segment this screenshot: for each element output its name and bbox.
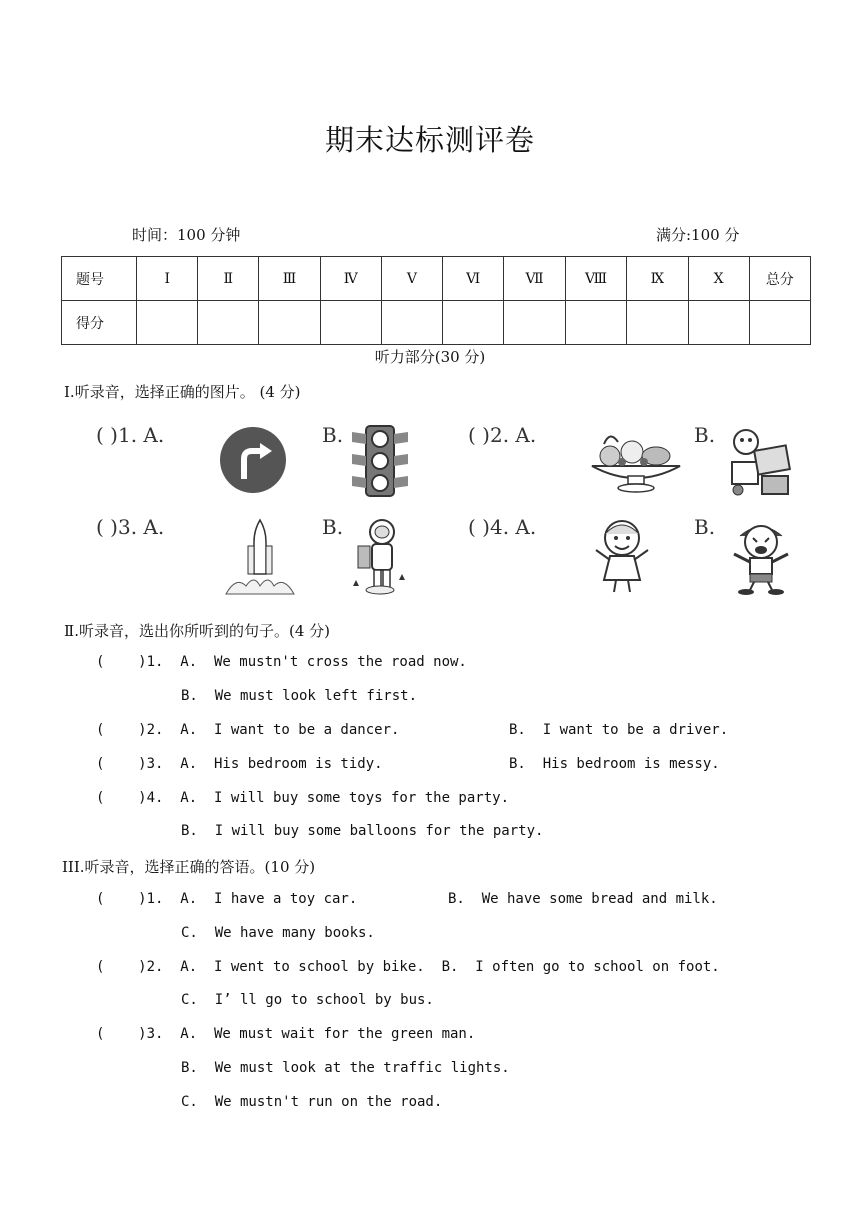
- rocket-launch-icon[interactable]: [222, 516, 298, 596]
- table-col-7: Ⅶ: [504, 257, 565, 301]
- fruit-bowl-icon[interactable]: [588, 426, 684, 494]
- table-row: [62, 257, 811, 301]
- time-limit: 时间：100 分钟: [132, 226, 241, 244]
- table-col-6: Ⅵ: [442, 257, 503, 301]
- page-title: 期末达标测评卷: [324, 123, 535, 157]
- table-row: [62, 301, 811, 345]
- section1-heading: Ⅰ.听录音，选择正确的图片。 (4 分): [64, 383, 301, 401]
- score-cell[interactable]: [259, 301, 320, 345]
- score-cell[interactable]: [198, 301, 259, 345]
- score-cell[interactable]: [627, 301, 688, 345]
- full-score: 满分:100 分: [656, 226, 740, 244]
- table-col-10: Ⅹ: [688, 257, 749, 301]
- q3-option-b: B.: [322, 515, 344, 539]
- score-cell[interactable]: [320, 301, 381, 345]
- score-cell[interactable]: [504, 301, 565, 345]
- s2-q2-option-b: B. I want to be a driver.: [509, 722, 729, 738]
- table-col-1: Ⅰ: [137, 257, 198, 301]
- s2-q1-option-a: ( )1. A. We mustn't cross the road now.: [96, 654, 467, 670]
- score-cell[interactable]: [688, 301, 749, 345]
- score-cell[interactable]: [565, 301, 627, 345]
- q3-number: ( )3. A.: [96, 515, 165, 539]
- table-col-5: Ⅴ: [381, 257, 442, 301]
- table-col-4: Ⅳ: [320, 257, 381, 301]
- s3-q1-option-a: ( )1. A. I have a toy car.: [96, 891, 358, 907]
- s2-q4-option-a: ( )4. A. I will buy some toys for the party.: [96, 790, 510, 806]
- q4-option-b: B.: [694, 515, 716, 539]
- table-col-8: Ⅷ: [565, 257, 627, 301]
- q2-number: ( )2. A.: [468, 423, 537, 447]
- toys-pile-icon[interactable]: [726, 424, 796, 498]
- crying-boy-icon[interactable]: [726, 516, 796, 596]
- s3-q2-options-ab: ( )2. A. I went to school by bike. B. I often go to school on foot.: [96, 959, 720, 975]
- q1-number: ( )1. A.: [96, 423, 165, 447]
- astronaut-icon[interactable]: [350, 516, 410, 596]
- table-col-total: 总分: [749, 257, 810, 301]
- s3-q3-option-b: B. We must look at the traffic lights.: [181, 1060, 510, 1076]
- score-cell[interactable]: [442, 301, 503, 345]
- happy-girl-icon[interactable]: [592, 516, 652, 596]
- listening-part-label: 听力部分(30 分): [374, 348, 486, 366]
- s2-q2-option-a: ( )2. A. I want to be a dancer.: [96, 722, 400, 738]
- q2-option-b: B.: [694, 423, 716, 447]
- table-col-3: Ⅲ: [259, 257, 320, 301]
- score-cell[interactable]: [381, 301, 442, 345]
- score-table: [61, 256, 811, 345]
- s3-q1-option-b: B. We have some bread and milk.: [448, 891, 718, 907]
- q4-number: ( )4. A.: [468, 515, 537, 539]
- s2-q3-option-a: ( )3. A. His bedroom is tidy.: [96, 756, 383, 772]
- turn-right-sign-icon[interactable]: [218, 425, 288, 495]
- table-head-score: 得分: [62, 301, 137, 345]
- s2-q1-option-b: B. We must look left first.: [181, 688, 418, 704]
- table-col-9: Ⅸ: [627, 257, 688, 301]
- s3-q3-option-a: ( )3. A. We must wait for the green man.: [96, 1026, 476, 1042]
- score-cell[interactable]: [137, 301, 198, 345]
- s3-q1-option-c: C. We have many books.: [181, 925, 375, 941]
- s2-q4-option-b: B. I will buy some balloons for the party.: [181, 823, 544, 839]
- table-col-2: Ⅱ: [198, 257, 259, 301]
- q1-option-b: B.: [322, 423, 344, 447]
- s3-q3-option-c: C. We mustn't run on the road.: [181, 1094, 443, 1110]
- table-head-question: 题号: [62, 257, 137, 301]
- section2-heading: Ⅱ.听录音，选出你所听到的句子。(4 分): [64, 622, 330, 640]
- traffic-light-icon[interactable]: [350, 424, 410, 498]
- s3-q2-option-c: C. I’ ll go to school by bus.: [181, 992, 434, 1008]
- section3-heading: III.听录音，选择正确的答语。(10 分): [62, 858, 316, 876]
- s2-q3-option-b: B. His bedroom is messy.: [509, 756, 720, 772]
- score-cell[interactable]: [749, 301, 810, 345]
